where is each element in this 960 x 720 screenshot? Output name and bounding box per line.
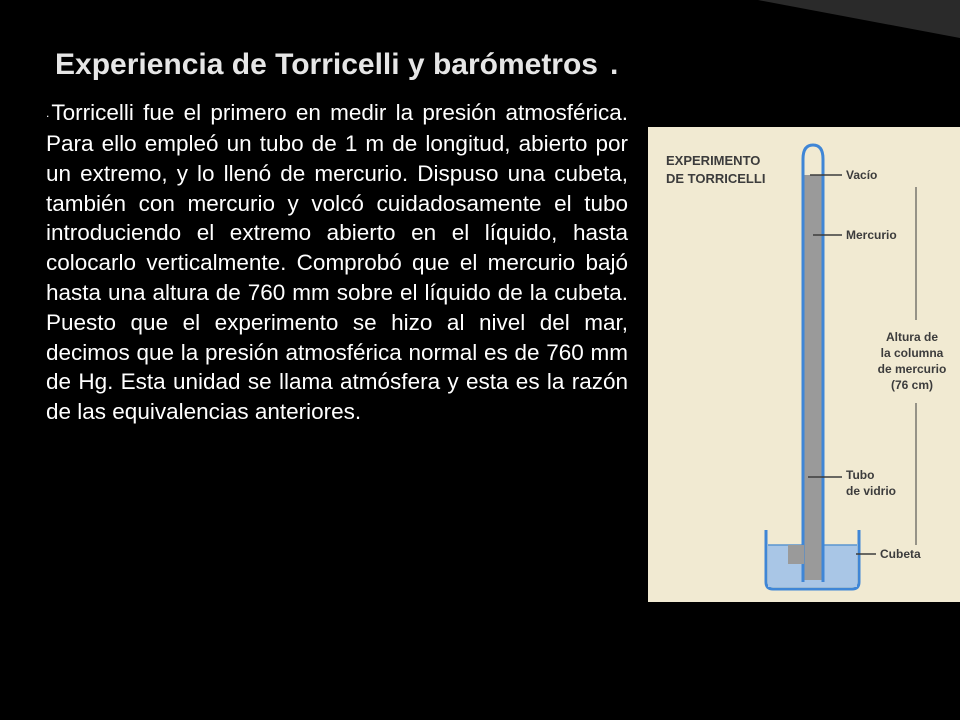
label-cubeta: Cubeta xyxy=(880,547,921,561)
label-tubo-2: de vidrio xyxy=(846,484,897,498)
label-altura-4: (76 cm) xyxy=(890,378,934,392)
torricelli-diagram xyxy=(648,127,960,602)
label-mercurio: Mercurio xyxy=(846,228,897,242)
label-tubo-1: Tubo xyxy=(846,468,875,482)
slide-title-text: Experiencia de Torricelli y barómetros xyxy=(55,48,598,81)
slide-body-text: Torricelli fue el primero en medir la presión atmosférica. Para ello empleó un tubo de 1 m de longitud, abierto por un extremo, y lo llenó de mercurio. Dispuso una cubeta, también con mercurio y volcó cuidadosamente el tubo introduciendo el extremo abierto en el líquido, hasta colocarlo verticalmente. Comprobó que el mercurio bajó hasta una altura de 760 mm sobre el líquido de la cubeta. Puesto que el experimento se hizo al nivel del mar, decimos que la presión atmosférica normal es de 760 mm de Hg. Esta unidad se llama atmósfera y esta es la razón de las equivalencias anteriores. xyxy=(46,100,628,425)
diagram-heading-line1: EXPERIMENTO xyxy=(666,153,761,168)
torricelli-diagram-svg xyxy=(648,127,960,602)
label-vacio: Vacío xyxy=(846,168,878,182)
label-altura-2: la columna xyxy=(880,346,944,360)
slide-title-period: . xyxy=(610,48,619,81)
diagram-heading-line2: DE TORRICELLI xyxy=(666,171,766,186)
label-altura-3: de mercurio xyxy=(877,362,947,376)
bullet-marker: . xyxy=(46,106,50,121)
label-altura-1: Altura de xyxy=(885,330,939,344)
slide-title xyxy=(55,48,618,82)
mercury-in-tube-base xyxy=(788,545,804,564)
slide-body xyxy=(46,98,628,427)
